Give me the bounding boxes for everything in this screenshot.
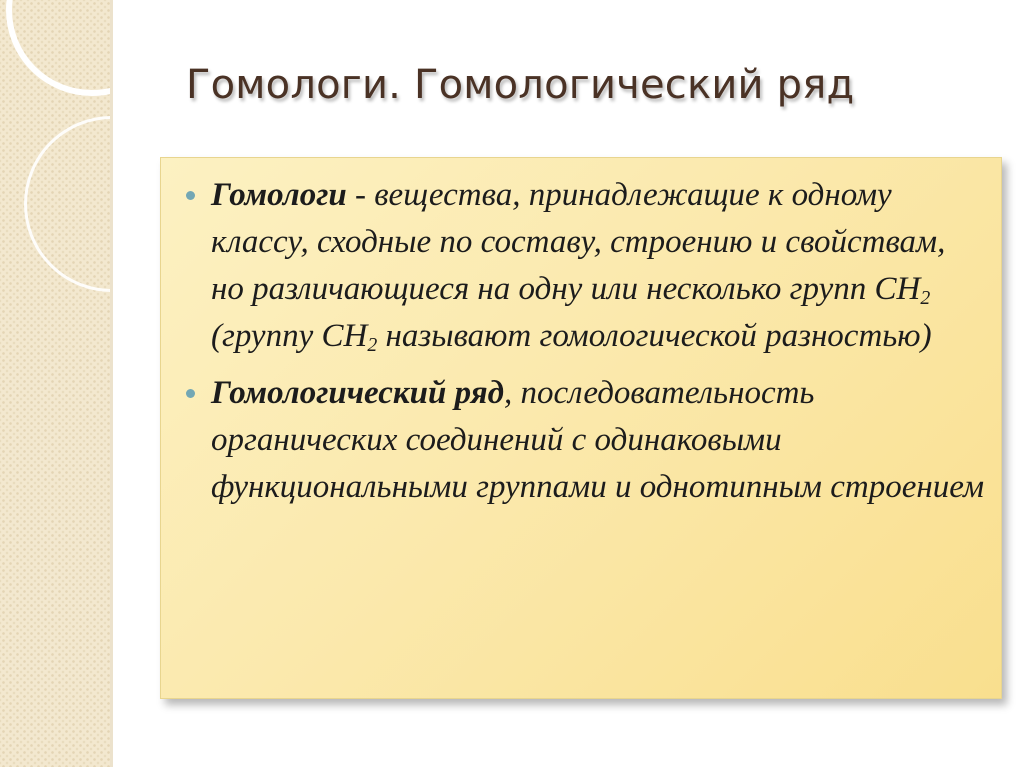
bullet-marker-icon	[186, 191, 195, 200]
subscript-2: 2	[367, 333, 378, 356]
definition-homologues-part-3: называют гомологической разностью)	[377, 318, 932, 354]
side-divider	[110, 0, 113, 767]
bullet-homologues	[183, 172, 985, 360]
term-homologues: Гомологи	[211, 177, 347, 213]
content-box	[160, 157, 1002, 699]
slide-title: Гомологи. Гомологический ряд	[186, 62, 855, 108]
bullet-homologous-series	[183, 370, 985, 511]
decorative-ring-top	[6, 0, 110, 96]
term-homologous-series: Гомологический ряд	[211, 375, 505, 411]
subscript-2: 2	[920, 286, 931, 309]
decorative-ring-middle	[24, 116, 110, 292]
bullet-list	[183, 172, 985, 511]
definition-homologous-series: , последовательность органических соединений с одинаковыми функциональными группами и однотипным строением	[211, 375, 985, 505]
decorative-side-strip	[0, 0, 110, 767]
definition-homologues-part-1: - вещества, принадлежащие к одному классу, сходные по составу, строению и свойствам, но различающиеся на одну или несколько групп СН	[211, 177, 946, 307]
definition-homologues-part-2: (группу СН	[211, 318, 368, 354]
bullet-marker-icon	[186, 389, 195, 398]
